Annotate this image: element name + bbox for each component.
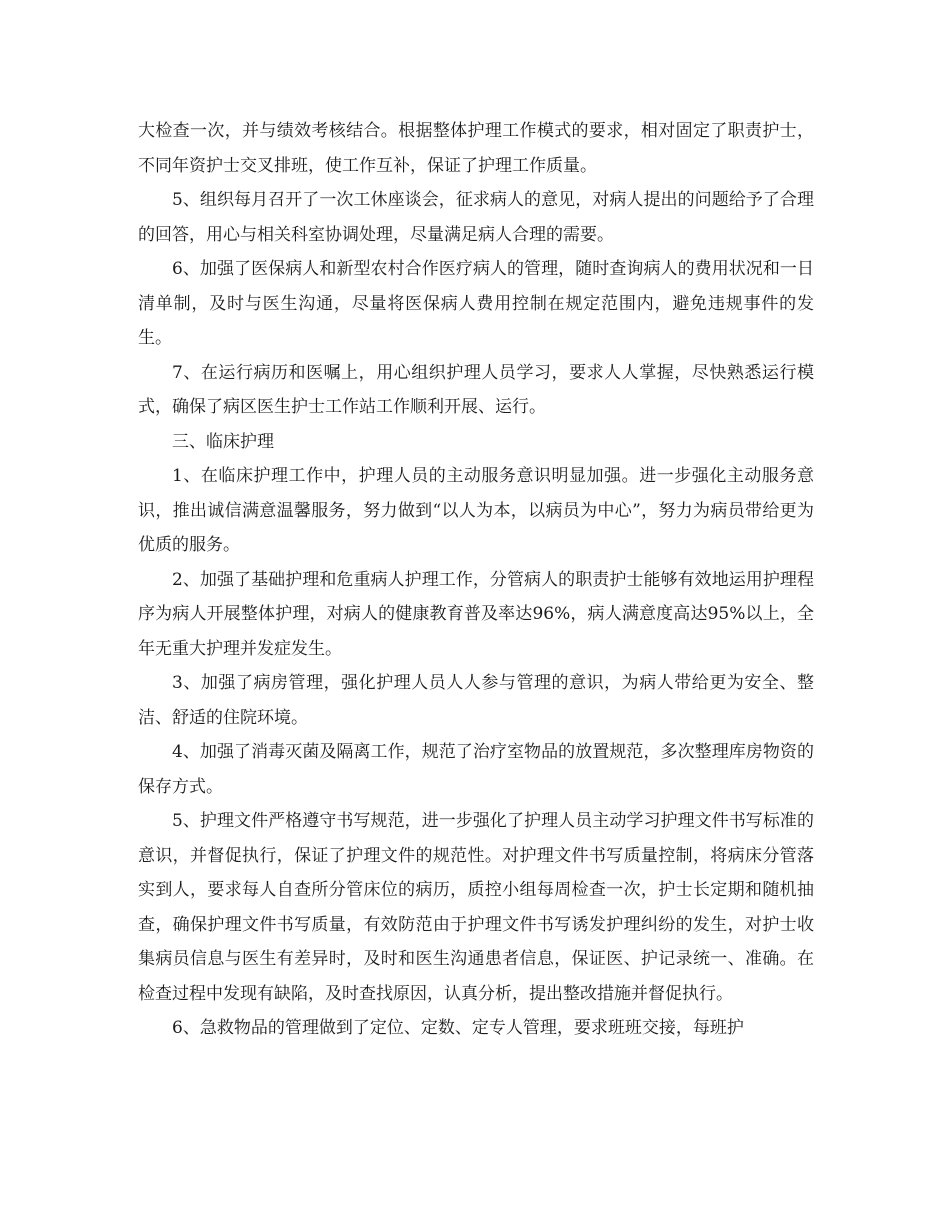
paragraph-item-6-insurance: 6、加强了医保病人和新型农村合作医疗病人的管理，随时查询病人的费用状况和一日清单制，及时与医生沟通，尽量将医保病人费用控制在规定范围内，避免违规事件的发生。 xyxy=(138,259,814,348)
paragraph-clinical-1: 1、在临床护理工作中，护理人员的主动服务意识明显加强。进一步强化主动服务意识，推出诚信满意温馨服务，努力做到“以人为本，以病员为中心”，努力为病员带给更为优质的服务。 xyxy=(138,466,814,555)
paragraph-continuation: 大检查一次，并与绩效考核结合。根据整体护理工作模式的要求，相对固定了职责护士，不同年资护士交叉排班，使工作互补，保证了护理工作质量。 xyxy=(138,121,814,176)
paragraph-clinical-4: 4、加强了消毒灭菌及隔离工作，规范了治疗室物品的放置规范，多次整理库房物资的保存方式。 xyxy=(138,742,814,797)
paragraph-item-7-records: 7、在运行病历和医嘱上，用心组织护理人员学习，要求人人掌握，尽快熟悉运行模式，确保了病区医生护士工作站工作顺利开展、运行。 xyxy=(138,362,814,417)
paragraph-clinical-3: 3、加强了病房管理，强化护理人员人人参与管理的意识，为病人带给更为安全、整洁、舒适的住院环境。 xyxy=(138,673,814,728)
paragraph-clinical-6: 6、急救物品的管理做到了定位、定数、定专人管理，要求班班交接，每班护 xyxy=(172,1018,744,1038)
paragraph-item-5-forum: 5、组织每月召开了一次工休座谈会，征求病人的意见，对病人提出的问题给予了合理的回答，用心与相关科室协调处理，尽量满足病人合理的需要。 xyxy=(138,190,814,245)
paragraph-clinical-2: 2、加强了基础护理和危重病人护理工作，分管病人的职责护士能够有效地运用护理程序为病人开展整体护理，对病人的健康教育普及率达96%，病人满意度高达95%以上，全年无重大护理并发症发生。 xyxy=(138,569,814,659)
section-heading-clinical-nursing: 三、临床护理 xyxy=(172,431,274,452)
document-body xyxy=(138,114,814,1046)
paragraph-clinical-5: 5、护理文件严格遵守书写规范，进一步强化了护理人员主动学习护理文件书写标准的意识，并督促执行，保证了护理文件的规范性。对护理文件书写质量控制，将病床分管落实到人，要求每人自查所分管床位的病历，质控小组每周检查一次，护士长定期和随机抽查，确保护理文件书写质量，有效防范由于护理文件书写诱发护理纠纷的发生，对护士收集病员信息与医生有差异时，及时和医生沟通患者信息，保证医、护记录统一、准确。在检查过程中发现有缺陷，及时查找原因，认真分析，提出整改措施并督促执行。 xyxy=(138,811,814,1004)
